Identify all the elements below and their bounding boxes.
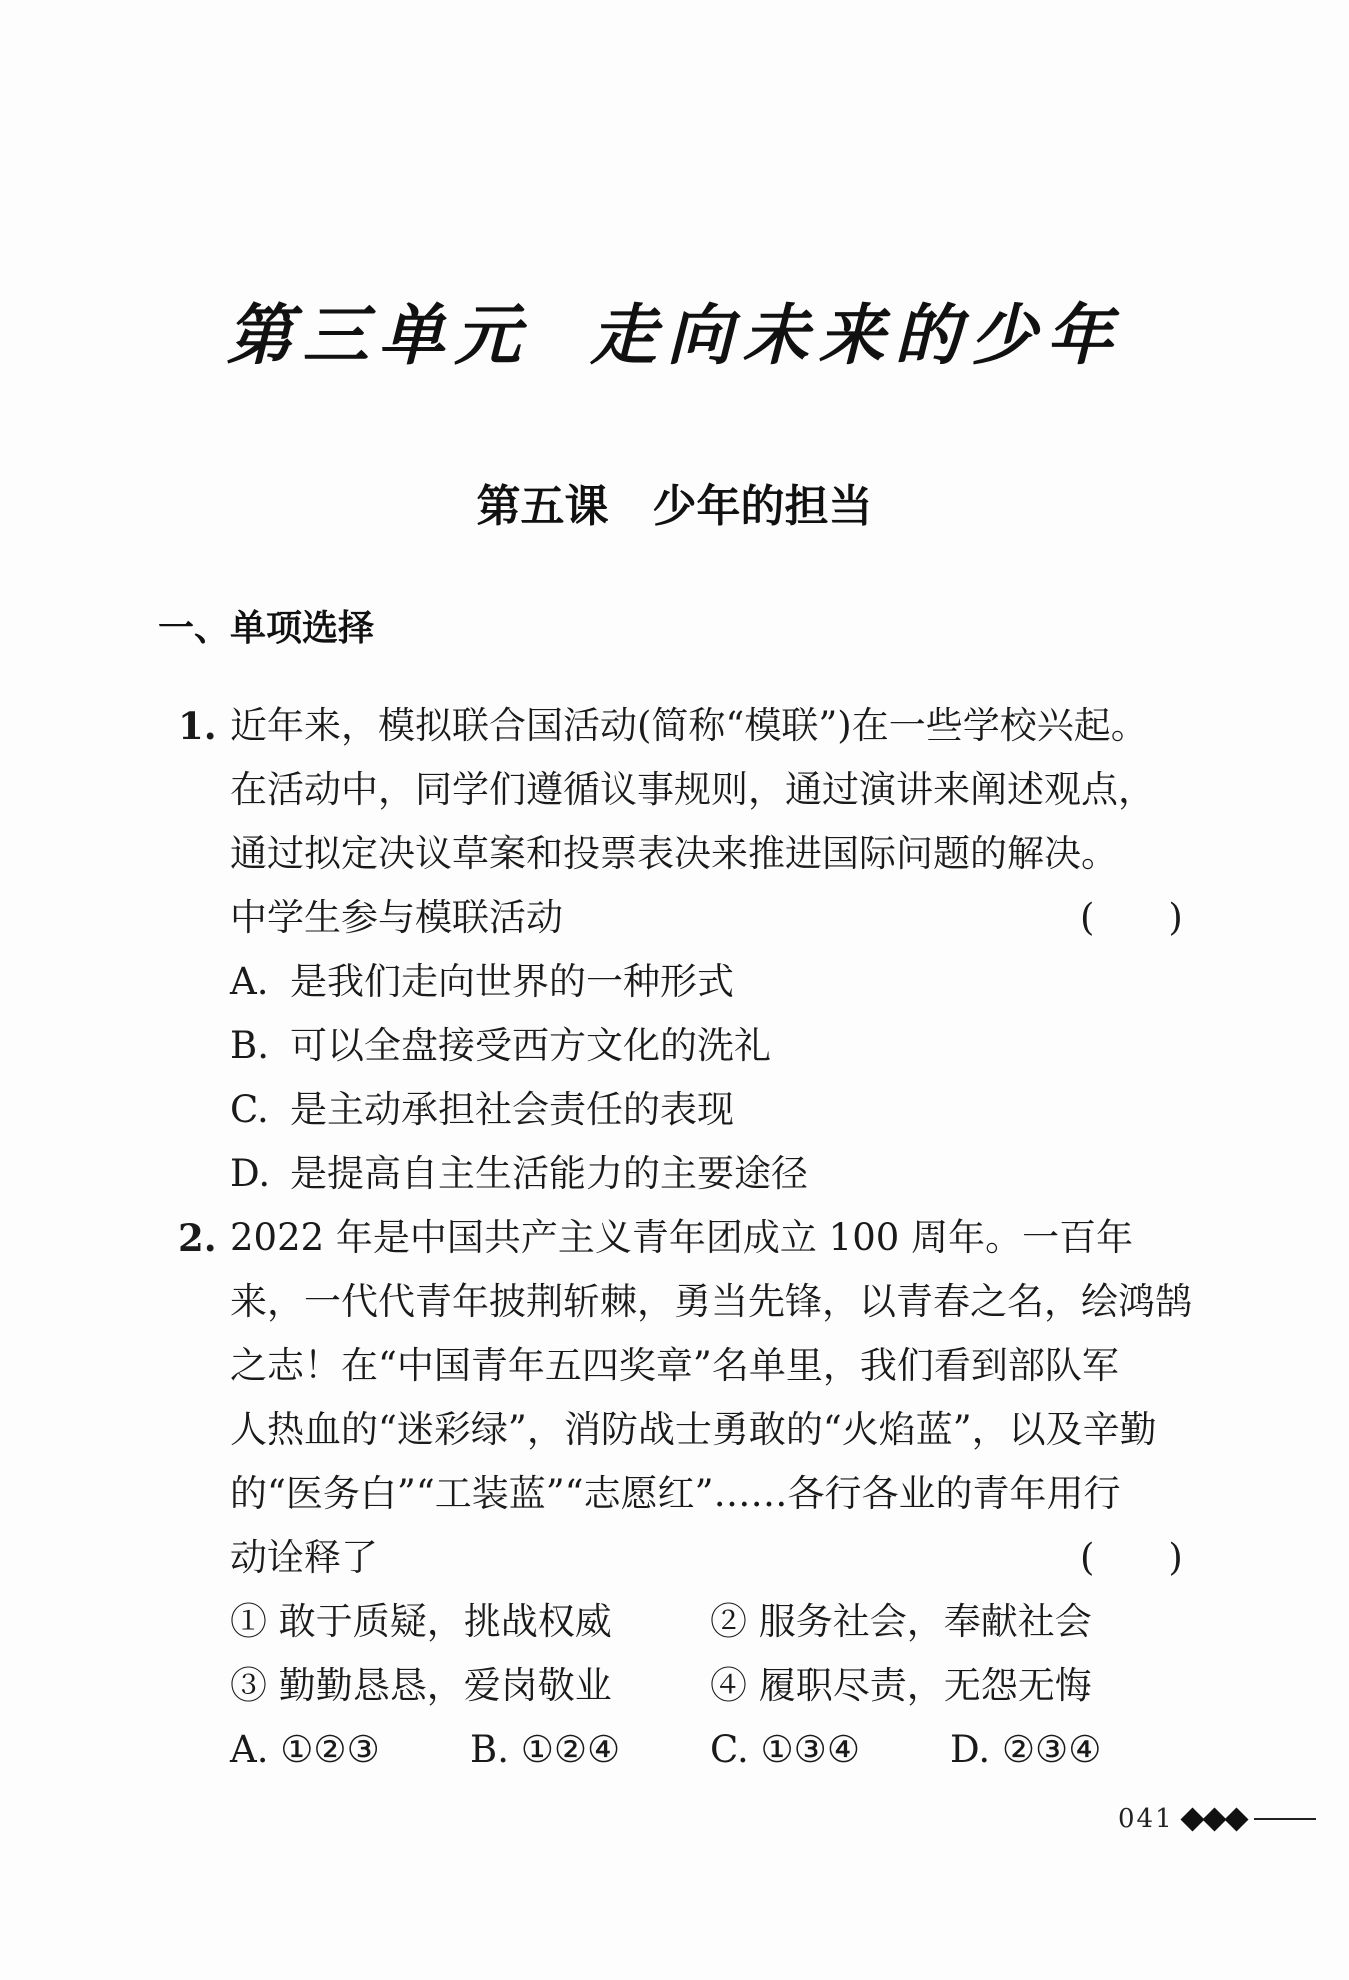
stem-line: 的“医务白”“工装蓝”“志愿红”……各行各业的青年用行 <box>230 1472 1121 1515</box>
stem-line: 在活动中，同学们遵循议事规则，通过演讲来阐述观点， <box>230 768 1155 811</box>
option-letter: A. <box>230 960 269 1003</box>
option-text: 是提高自主生活能力的主要途径 <box>290 1152 808 1195</box>
question-number: 2. <box>178 1216 217 1260</box>
question-2 <box>178 1206 1198 1782</box>
stem-line: 中学生参与模联活动 <box>230 896 563 939</box>
option-letter: B. <box>230 1024 269 1067</box>
answer-d: D. ②③④ <box>950 1728 1102 1771</box>
stem-line: 来，一代代青年披荆斩棘，勇当先锋，以青春之名，绘鸿鹄 <box>230 1280 1192 1323</box>
diamond-icon <box>1224 1807 1248 1831</box>
option-d <box>230 1142 1190 1206</box>
stem-line: 近年来，模拟联合国活动(简称“模联”)在一些学校兴起。 <box>230 704 1148 747</box>
option-letter: D. <box>230 1152 271 1195</box>
answer-parentheses: ( ) <box>1080 896 1183 939</box>
stem-line: 人热血的“迷彩绿”，消防战士勇敢的“火焰蓝”，以及辛勤 <box>230 1408 1157 1451</box>
option-b <box>230 1014 1190 1078</box>
diamond-icon <box>1180 1807 1204 1831</box>
lesson-title <box>0 470 1349 534</box>
statement-row <box>230 1590 1190 1654</box>
statement-2: ② 服务社会，奉献社会 <box>710 1600 1092 1643</box>
option-text: 是我们走向世界的一种形式 <box>290 960 734 1003</box>
statement-4: ④ 履职尽责，无怨无悔 <box>710 1664 1092 1707</box>
unit-title-name: 走向未来的少年 <box>590 296 1123 374</box>
stem-line: 通过拟定决议草案和投票表决来推进国际问题的解决。 <box>230 832 1118 875</box>
question-number: 1. <box>178 704 217 748</box>
answer-choices <box>230 1718 1190 1782</box>
stem-line: 之志！在“中国青年五四奖章”名单里，我们看到部队军 <box>230 1344 1119 1387</box>
lesson-title-number: 第五课 <box>476 481 609 532</box>
option-text: 可以全盘接受西方文化的洗礼 <box>290 1024 771 1067</box>
answer-c: C. ①③④ <box>710 1728 861 1771</box>
option-text: 是主动承担社会责任的表现 <box>290 1088 734 1131</box>
unit-title <box>0 282 1349 377</box>
statement-3: ③ 勤勤恳恳，爱岗敬业 <box>230 1664 612 1707</box>
diamond-icon <box>1202 1807 1226 1831</box>
stem-line: 动诠释了 <box>230 1536 378 1579</box>
stem-line: 2022 年是中国共产主义青年团成立 100 周年。一百年 <box>230 1216 1134 1259</box>
statement-row <box>230 1654 1190 1718</box>
page-footer <box>1118 1804 1316 1834</box>
lesson-title-name: 少年的担当 <box>652 481 873 532</box>
section-title: 一、单项选择 <box>158 608 375 649</box>
stem-last-line <box>230 886 1190 950</box>
statement-1: ① 敢于质疑，挑战权威 <box>230 1600 612 1643</box>
page-number: 041 <box>1118 1804 1174 1834</box>
answer-parentheses: ( ) <box>1080 1536 1183 1579</box>
diamond-ornament-icon <box>1184 1811 1250 1828</box>
footer-rule <box>1254 1818 1316 1820</box>
stem-last-line <box>230 1526 1190 1590</box>
question-body <box>230 694 1190 1206</box>
question-1 <box>178 694 1198 1206</box>
unit-title-number: 第三单元 <box>226 296 531 374</box>
question-body <box>230 1206 1190 1782</box>
option-letter: C. <box>230 1088 269 1131</box>
answer-a: A. ①②③ <box>230 1728 380 1771</box>
answer-b: B. ①②④ <box>470 1728 621 1771</box>
option-c <box>230 1078 1190 1142</box>
option-a <box>230 950 1190 1014</box>
